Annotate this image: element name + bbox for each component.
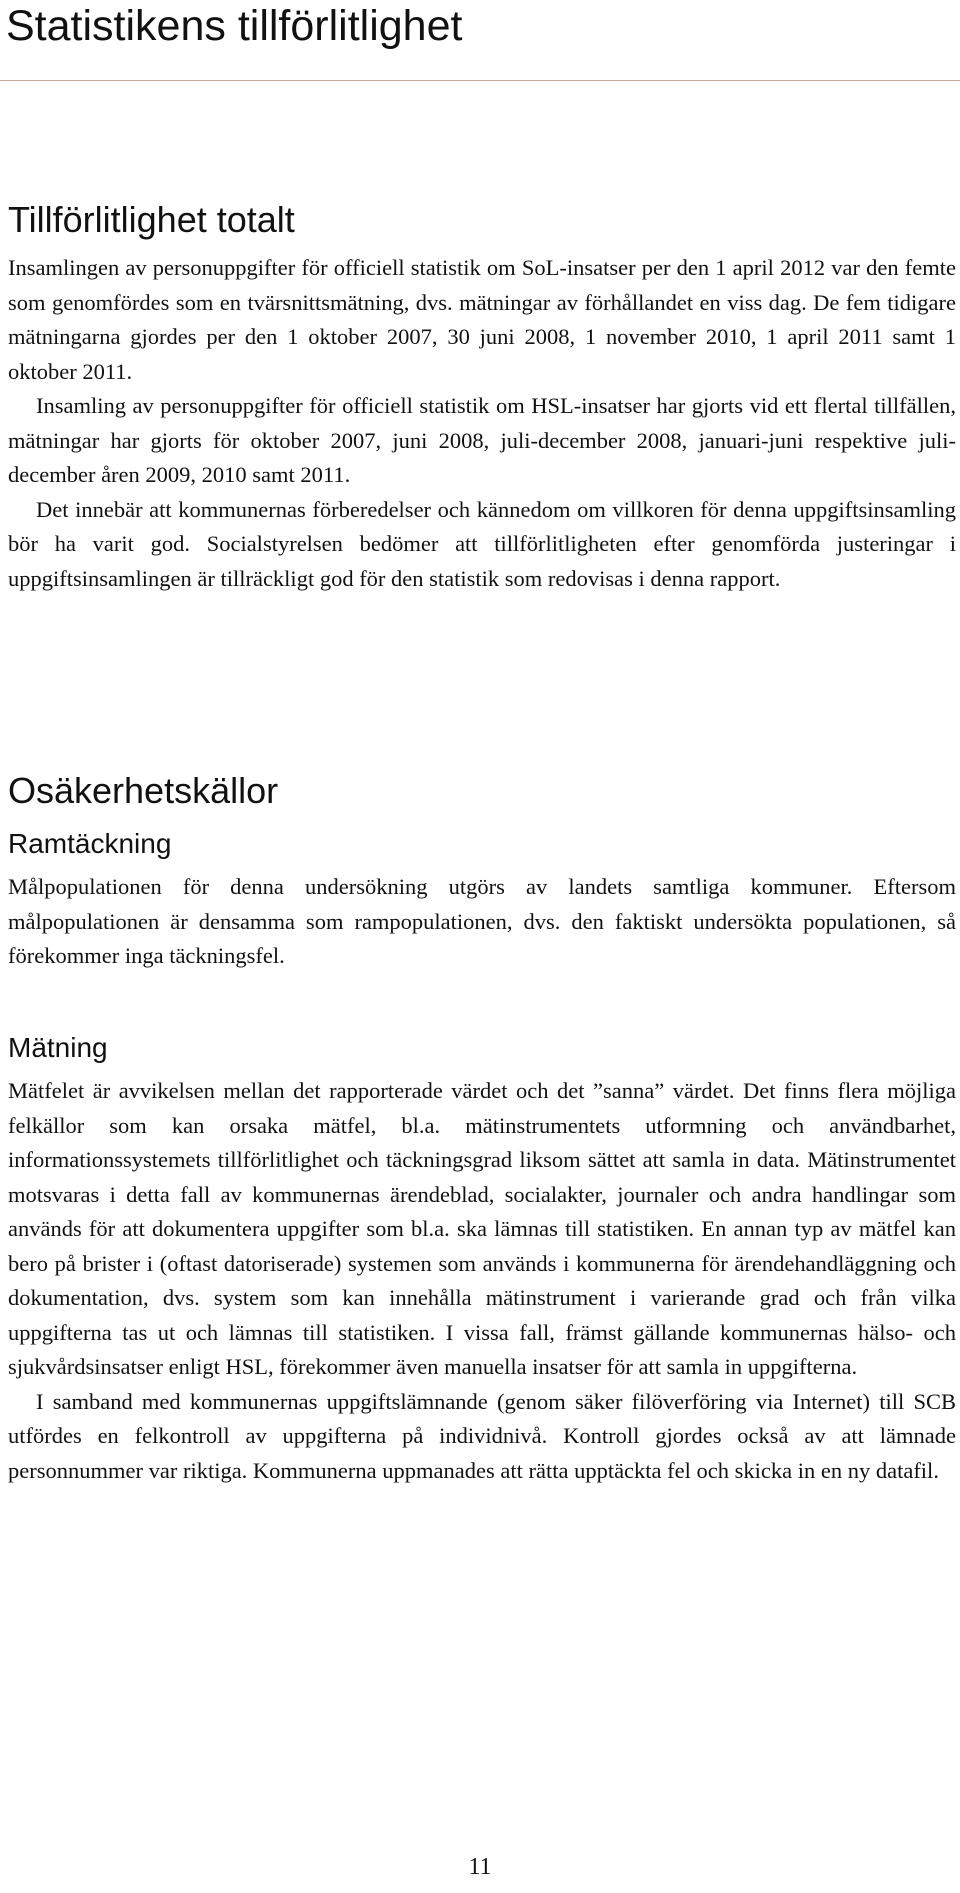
chapter-title: Statistikens tillförlitlighet (6, 2, 463, 50)
paragraph: Insamling av personuppgifter för officiell statistik om HSL-insatser har gjorts vid ett flertal tillfällen, mätningar har gjorts för oktober 2007, juni 2008, juli-december 2008, januari-juni respektive juli-december åren 2009, 2010 samt 2011. (8, 393, 956, 487)
subsection-body-ramtackning (8, 870, 956, 974)
section-body-tillforlitlighet-totalt (8, 251, 956, 596)
section-heading-osakerhetskallor: Osäkerhetskällor (8, 770, 279, 811)
paragraph: Insamlingen av personuppgifter för officiell statistik om SoL-insatser per den 1 april 2012 var den femte som genomfördes som en tvärsnittsmätning, dvs. mätningar av förhållandet en viss dag. De fem tidigare mätningarna gjordes per den 1 oktober 2007, 30 juni 2008, 1 november 2010, 1 april 2011 samt 1 oktober 2011. (8, 255, 956, 384)
paragraph: I samband med kommunernas uppgiftslämnande (genom säker filöverföring via Internet) till SCB utfördes en felkontroll av uppgifterna på individnivå. Kontroll gjordes också av att lämnade personnummer var riktiga. Kommunerna uppmanades att rätta upptäckta fel och skicka in en ny datafil. (8, 1388, 956, 1483)
subsection-body-matning (8, 1074, 956, 1488)
paragraph: Mätfelet är avvikelsen mellan det rapporterade värdet och det ”sanna” värdet. Det finns flera möjliga felkällor som kan orsaka mätfel, bl.a. mätinstrumentets utformning och användbarhet, informationssystemets tillförlitlighet och täckningsgrad liksom sättet att samla in data. Mätinstrumentet motsvaras i detta fall av kommunernas ärendeblad, socialakter, journaler och andra handlingar som används för att dokumentera uppgifter som bl.a. ska lämnas till statistiken. En annan typ av mätfel kan bero på brister i (oftast datoriserade) systemen som används i kommunerna för ärendehandläggning och dokumentation, dvs. system som kan innehålla mätinstrument i varierande grad och från vilka uppgifterna tas ut och lämnas till statistiken. I vissa fall, främst gällande kommunernas hälso- och sjukvårdsinsatser enligt HSL, förekommer även manuella insatser för att samla in uppgifterna. (8, 1078, 956, 1379)
section-heading-tillforlitlighet-totalt: Tillförlitlighet totalt (8, 199, 295, 240)
chapter-title-rule (0, 80, 960, 81)
paragraph: Det innebär att kommunernas förberedelser och kännedom om villkoren för denna uppgiftsinsamling bör ha varit god. Socialstyrelsen bedömer att tillförlitligheten efter genomförda justeringar i uppgiftsinsamlingen är tillräckligt god för den statistik som redovisas i denna rapport. (8, 496, 956, 591)
subsection-heading-matning: Mätning (8, 1032, 108, 1063)
subsection-heading-ramtackning: Ramtäckning (8, 828, 172, 859)
page-number: 11 (468, 1854, 492, 1880)
paragraph: Målpopulationen för denna undersökning utgörs av landets samtliga kommuner. Eftersom målpopulationen är densamma som rampopulationen, dvs. den faktiskt undersökta populationen, så förekommer inga täckningsfel. (8, 874, 956, 968)
